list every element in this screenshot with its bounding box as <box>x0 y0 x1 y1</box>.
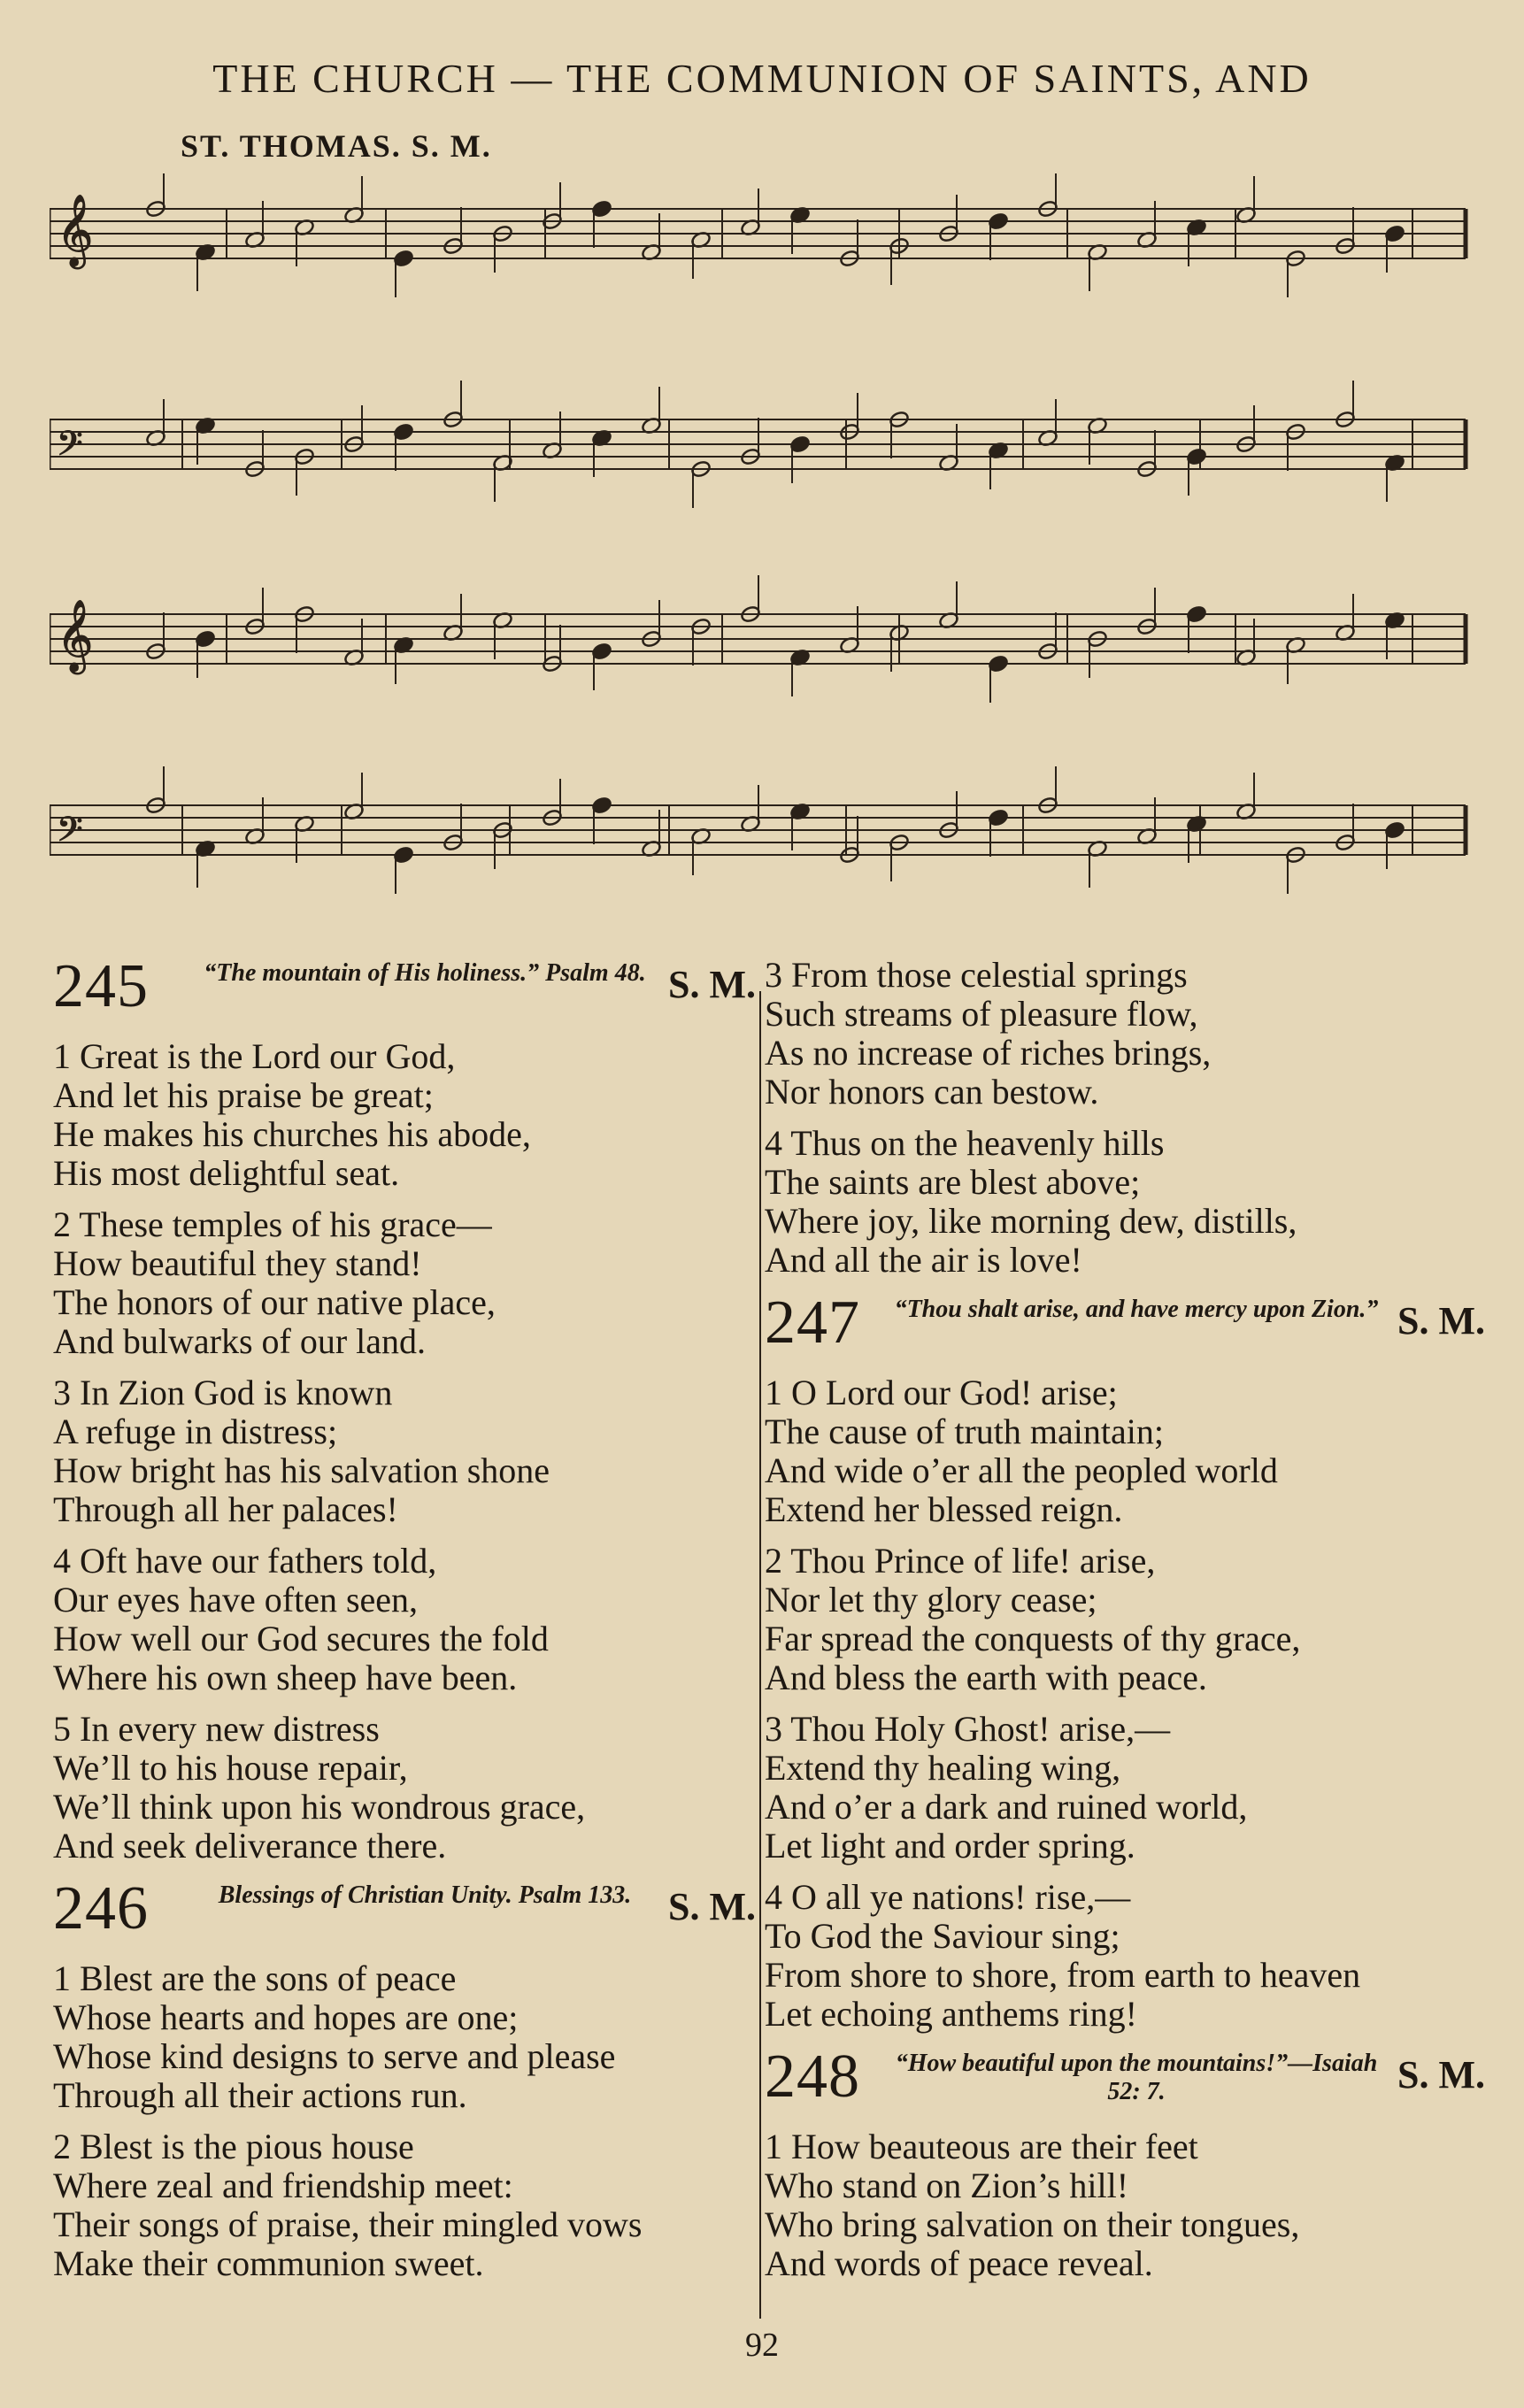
verse-line: Where zeal and friendship meet: <box>53 2166 513 2205</box>
verse-line: A refuge in distress; <box>53 1412 338 1451</box>
hymn-block <box>765 1289 1490 2034</box>
verse-line: How beautiful they stand! <box>53 1243 422 1283</box>
verse-line: Make their communion sweet. <box>53 2243 484 2283</box>
right-column <box>765 956 1490 2296</box>
hymn-number: 246 <box>53 1874 149 1943</box>
verse-line: Nor let thy glory cease; <box>765 1580 1097 1619</box>
verse-line: 2 These temples of his grace— <box>53 1204 492 1244</box>
treble-clef-icon: 𝄞 <box>57 598 94 672</box>
hymn-block <box>53 1874 761 2283</box>
verse-line: 1 O Lord our God! arise; <box>765 1373 1118 1412</box>
verse-line: To God the Saviour sing; <box>765 1916 1120 1956</box>
stanza <box>53 1037 761 1193</box>
hymn-title: Blessings of Christian Unity. Psalm 133. <box>218 1881 632 1909</box>
stanza <box>53 2127 761 2283</box>
verse-line: How well our God secures the fold <box>53 1619 549 1658</box>
stanza <box>765 1878 1490 2034</box>
verse-line: Where his own sheep have been. <box>53 1658 518 1697</box>
stanza <box>765 956 1490 1112</box>
verse-line: 3 Thou Holy Ghost! arise,— <box>765 1709 1171 1749</box>
verse-line: And all the air is love! <box>765 1240 1082 1280</box>
verse-line: As no increase of riches brings, <box>765 1033 1212 1073</box>
verse-line: Extend her blessed reign. <box>765 1489 1123 1529</box>
hymn-header <box>765 1289 1490 1373</box>
treble-clef-icon: 𝄞 <box>57 193 94 266</box>
verse-line: And let his praise be great; <box>53 1075 434 1115</box>
stanza <box>53 1959 761 2115</box>
verse-line: And wide o’er all the peopled world <box>765 1450 1278 1490</box>
verse-line: Far spread the conquests of thy grace, <box>765 1619 1301 1658</box>
verse-line: And o’er a dark and ruined world, <box>765 1787 1248 1827</box>
stanza <box>53 1542 761 1697</box>
column-divider <box>759 991 761 2319</box>
hymn-header <box>765 2043 1490 2127</box>
verse-line: He makes his churches his abode, <box>53 1114 531 1154</box>
hymn-number: 245 <box>53 952 149 1020</box>
verse-line: We’ll think upon his wondrous grace, <box>53 1787 586 1827</box>
stanza <box>765 1373 1490 1529</box>
page-number: 92 <box>745 2327 779 2364</box>
verse-line: The saints are blest above; <box>765 1162 1141 1202</box>
music-score <box>50 173 1482 943</box>
hymn-meter: S. M. <box>668 963 756 1006</box>
verse-line: His most delightful seat. <box>53 1153 400 1193</box>
verse-line: Their songs of praise, their mingled vows <box>53 2204 643 2244</box>
stanza <box>53 1373 761 1529</box>
verse-line: 1 Great is the Lord our God, <box>53 1036 456 1076</box>
left-column <box>53 952 761 2296</box>
running-title: THE CHURCH — THE COMMUNION OF SAINTS, AND <box>212 56 1312 101</box>
stanza <box>53 1710 761 1866</box>
verse-line: 2 Blest is the pious house <box>53 2127 414 2166</box>
verse-line: 4 Oft have our fathers told, <box>53 1541 437 1581</box>
hymn-number: 248 <box>765 2043 860 2111</box>
verse-line: Through all their actions run. <box>53 2075 467 2115</box>
verse-line: And words of peace reveal. <box>765 2243 1153 2283</box>
verse-line: Such streams of pleasure flow, <box>765 994 1198 1034</box>
verse-line: And bless the earth with peace. <box>765 1658 1207 1697</box>
verse-line: 1 How beauteous are their feet <box>765 2127 1198 2166</box>
stanza <box>765 1710 1490 1866</box>
bass-clef-icon: 𝄢 <box>57 423 83 472</box>
hymn-block <box>765 2043 1490 2283</box>
verse-line: 2 Thou Prince of life! arise, <box>765 1541 1156 1581</box>
hymn-meter: S. M. <box>668 1885 756 1928</box>
verse-line: And seek deliverance there. <box>53 1826 447 1866</box>
hymn-meter: S. M. <box>1397 1299 1485 1342</box>
verse-line: From shore to shore, from earth to heaven <box>765 1955 1361 1995</box>
verse-line: Let echoing anthems ring! <box>765 1994 1137 2034</box>
hymn-title: “Thou shalt arise, and have mercy upon Zion.” <box>894 1296 1379 1323</box>
verse-line: 3 From those celestial springs <box>765 955 1188 995</box>
hymn-block <box>765 956 1490 1280</box>
bass-clef-icon: 𝄢 <box>57 809 83 858</box>
verse-line: Who bring salvation on their tongues, <box>765 2204 1300 2244</box>
verse-line: 1 Blest are the sons of peace <box>53 1958 457 1998</box>
stanza <box>765 1542 1490 1697</box>
verse-line: How bright has his salvation shone <box>53 1450 550 1490</box>
hymn-block <box>53 952 761 1866</box>
verse-line: Through all her palaces! <box>53 1489 398 1529</box>
stanza <box>53 1205 761 1361</box>
verse-line: Nor honors can bestow. <box>765 1072 1099 1112</box>
hymn-meter: S. M. <box>1397 2053 1485 2096</box>
hymn-title: “The mountain of His holiness.” Psalm 48. <box>204 959 646 987</box>
verse-line: Our eyes have often seen, <box>53 1580 419 1619</box>
verse-line: Who stand on Zion’s hill! <box>765 2166 1129 2205</box>
hymn-header <box>53 1874 761 1959</box>
verse-line: We’ll to his house repair, <box>53 1748 408 1788</box>
verse-line: Whose kind designs to serve and please <box>53 2036 616 2076</box>
hymn-header <box>53 952 761 1037</box>
hymn-title: “How beautiful upon the mountains!”—Isaiah 52: 7. <box>895 2050 1378 2105</box>
hymn-number: 247 <box>765 1289 860 1357</box>
verse-line: 4 Thus on the heavenly hills <box>765 1123 1165 1163</box>
verse-line: Extend thy healing wing, <box>765 1748 1121 1788</box>
verse-line: 3 In Zion God is known <box>53 1373 393 1412</box>
verse-line: The honors of our native place, <box>53 1282 496 1322</box>
verse-line: 4 O all ye nations! rise,— <box>765 1877 1131 1917</box>
verse-line: And bulwarks of our land. <box>53 1321 427 1361</box>
stanza <box>765 2127 1490 2283</box>
tune-name: ST. THOMAS. S. M. <box>181 128 492 164</box>
verse-line: The cause of truth maintain; <box>765 1412 1164 1451</box>
verse-line: 5 In every new distress <box>53 1709 380 1749</box>
verse-line: Where joy, like morning dew, distills, <box>765 1201 1297 1241</box>
verse-line: Let light and order spring. <box>765 1826 1135 1866</box>
verse-line: Whose hearts and hopes are one; <box>53 1997 519 2037</box>
stanza <box>765 1124 1490 1280</box>
